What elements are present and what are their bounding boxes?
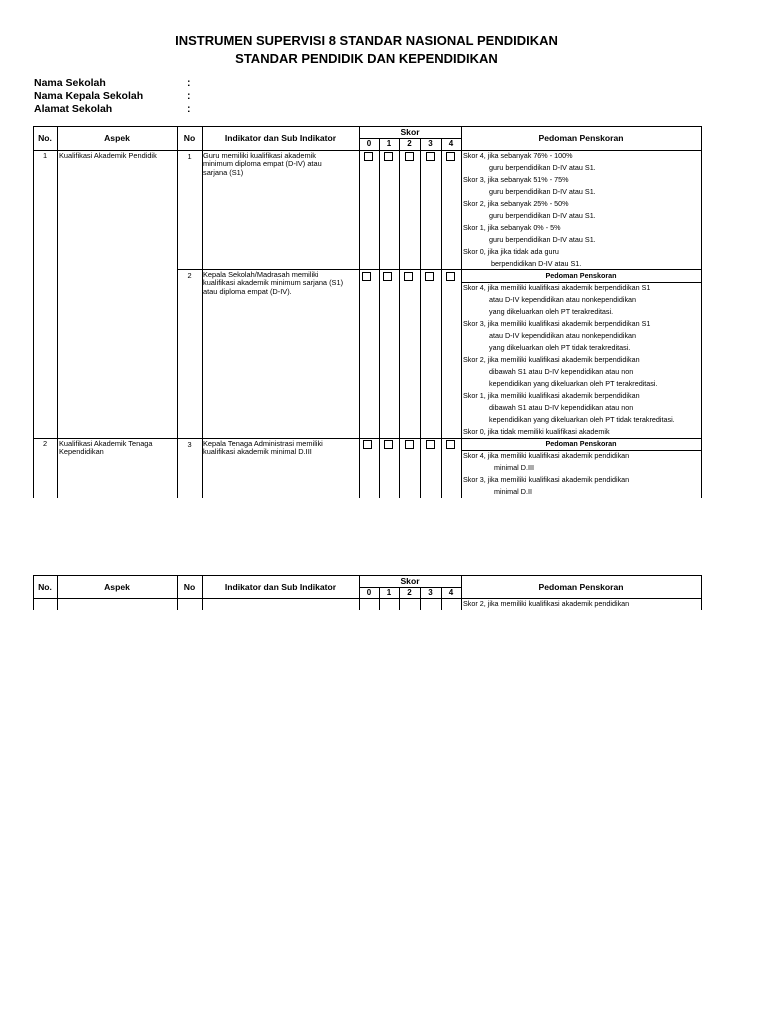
guide-line: Skor 4, jika memiliki kualifikasi akademik pendidikan (463, 451, 630, 460)
score-checkbox[interactable] (362, 272, 371, 281)
score-checkbox[interactable] (383, 272, 392, 281)
score-level-4: 4 (448, 139, 454, 148)
score-checkbox[interactable] (405, 440, 414, 449)
score-checkbox[interactable] (446, 152, 455, 161)
guide-line: berpendidikan D-IV atau S1. (491, 259, 582, 268)
guide-line: Skor 0, jika tidak memiliki kualifikasi akademik (463, 427, 610, 436)
guide-line: Skor 2, jika memiliki kualifikasi akademik berpendidikan (463, 355, 640, 364)
header-skor: Skor (400, 576, 420, 586)
score-checkbox[interactable] (446, 272, 455, 281)
score-level-1: 1 (386, 139, 392, 148)
guide-line: guru berpendidikan D-IV atau S1. (489, 211, 596, 220)
score-level-2: 2 (407, 139, 412, 148)
score-level-3: 3 (428, 139, 433, 148)
guide-line: yang dikeluarkan oleh PT terakreditasi. (489, 307, 614, 316)
school-name-colon: : (187, 77, 191, 89)
score-level-4: 4 (448, 588, 454, 597)
score-checkbox[interactable] (384, 440, 393, 449)
score-checkbox[interactable] (363, 440, 372, 449)
guide-line: Skor 3, jika sebanyak 51% - 75% (463, 175, 569, 184)
principal-name-colon: : (187, 90, 191, 102)
score-level-2: 2 (407, 588, 412, 597)
score-checkbox[interactable] (425, 272, 434, 281)
school-address-colon: : (187, 103, 191, 115)
guide-subheader: Pedoman Penskoran (545, 271, 617, 280)
guide-line: dibawah S1 atau D-IV kependidikan atau non (489, 403, 634, 412)
guide-line: Skor 3, jika memiliki kualifikasi akademik pendidikan (463, 475, 630, 484)
document-subtitle: STANDAR PENDIDIK DAN KEPENDIDIKAN (235, 51, 498, 66)
guide-line: guru berpendidikan D-IV atau S1. (489, 163, 596, 172)
score-checkbox[interactable] (446, 440, 455, 449)
header-indikator: Indikator dan Sub Indikator (224, 133, 337, 143)
guide-line: dibawah S1 atau D-IV kependidikan atau non (489, 367, 634, 376)
guide-line: atau D-IV kependidikan atau nonkependidikan (489, 331, 637, 340)
school-address-label: Alamat Sekolah (34, 103, 113, 115)
guide-line: Skor 2, jika sebanyak 25% - 50% (463, 199, 569, 208)
guide-subheader: Pedoman Penskoran (545, 439, 617, 448)
score-level-0: 0 (366, 588, 372, 597)
score-level-1: 1 (386, 588, 392, 597)
score-checkbox[interactable] (384, 152, 393, 161)
guide-line: kependidikan yang dikeluarkan oleh PT tidak terakreditasi. (489, 415, 675, 424)
guide-line: minimal D.II (494, 487, 532, 496)
aspect-name: Kualifikasi Akademik Pendidik (59, 151, 157, 160)
guide-line: Skor 0, jika jika tidak ada guru (463, 247, 559, 256)
guide-line: minimal D.III (494, 463, 534, 472)
guide-line: kependidikan yang dikeluarkan oleh PT terakreditasi. (489, 379, 658, 388)
score-checkbox[interactable] (426, 152, 435, 161)
score-checkbox[interactable] (405, 152, 414, 161)
guide-line: Skor 2, jika memiliki kualifikasi akademik pendidikan (463, 599, 630, 608)
header-no-indikator: No (183, 133, 196, 143)
score-level-3: 3 (428, 588, 433, 597)
indicator-text: Kepala Sekolah/Madrasah memiliki kualifikasi akademik minimum sarjana (S1) atau diploma empat (D-IV). (203, 270, 344, 296)
header-skor: Skor (400, 127, 420, 137)
header-no-indikator: No (183, 582, 196, 592)
guide-line: yang dikeluarkan oleh PT tidak terakreditasi. (489, 343, 631, 352)
indicator-text: Kepala Tenaga Administrasi memiliki kualifikasi akademik minimal D.III (203, 439, 323, 457)
score-checkbox[interactable] (426, 440, 435, 449)
guide-line: Skor 4, jika sebanyak 76% - 100% (463, 151, 573, 160)
guide-line: Skor 4, jika memiliki kualifikasi akademik berpendidikan S1 (463, 283, 651, 292)
indicator-text: Guru memiliki kualifikasi akademik minimum diploma empat (D-IV) atau sarjana (S1) (203, 151, 322, 177)
guide-line: Skor 1, jika sebanyak 0% - 5% (463, 223, 561, 232)
indicator-number: 1 (187, 152, 192, 161)
header-aspek: Aspek (104, 582, 130, 592)
header-no: No. (38, 133, 52, 143)
score-checkbox[interactable] (364, 152, 373, 161)
indicator-number: 2 (187, 271, 192, 280)
guide-line: guru berpendidikan D-IV atau S1. (489, 235, 596, 244)
guide-line: Skor 1, jika memiliki kualifikasi akademik berpendidikan (463, 391, 640, 400)
score-checkbox[interactable] (404, 272, 413, 281)
header-pedoman: Pedoman Penskoran (538, 582, 624, 592)
guide-line: atau D-IV kependidikan atau nonkependidikan (489, 295, 637, 304)
guide-line: Skor 3, jika memiliki kualifikasi akademik berpendidikan S1 (463, 319, 651, 328)
aspect-number: 1 (42, 151, 48, 160)
aspect-name: Kualifikasi Akademik Tenaga Kependidikan (59, 439, 153, 457)
guide-line: guru berpendidikan D-IV atau S1. (489, 187, 596, 196)
indicator-number: 3 (187, 440, 192, 449)
header-no: No. (38, 582, 52, 592)
document-title: INSTRUMEN SUPERVISI 8 STANDAR NASIONAL PENDIDIKAN (175, 33, 558, 48)
header-indikator: Indikator dan Sub Indikator (224, 582, 337, 592)
principal-name-label: Nama Kepala Sekolah (34, 90, 144, 102)
header-aspek: Aspek (104, 133, 130, 143)
header-pedoman: Pedoman Penskoran (538, 133, 624, 143)
school-name-label: Nama Sekolah (34, 77, 106, 89)
aspect-number: 2 (42, 439, 48, 448)
score-level-0: 0 (366, 139, 372, 148)
